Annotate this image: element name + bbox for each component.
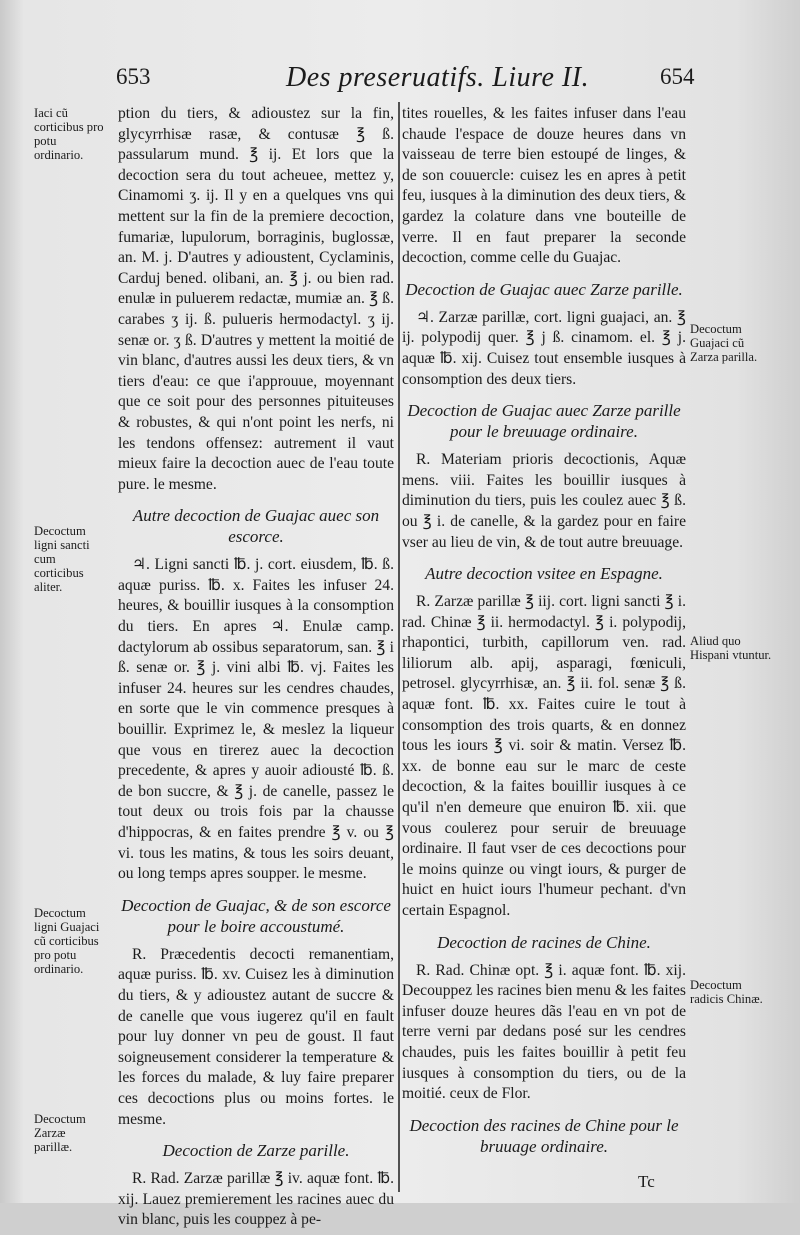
margin-note: Decoctum ligni sancti cum corticibus aliter. <box>34 524 90 594</box>
paragraph: R. Rad. Chinæ opt. ℥ i. aquæ font. ℔. xij. Decouppez les racines bien menu & les faites infuser douze heures dãs l'eau en vn pot de terre verni par dedans posé sur les cendres chaudes, puis les faites bouillir à petit feu iusques à consomption du tiers, ou de la moitié. ceux de Flor. <box>402 961 686 1103</box>
left-page-number: 653 <box>116 64 151 89</box>
running-title: Des preseruatifs. Liure II. <box>286 62 590 93</box>
paragraph: R. Præcedentis decocti remanentiam, aquæ puriss. ℔. xv. Cuisez les à diminution du tiers, & y adioustez autant de succre & de canelle que vous iugerez qu'il en fault pour luy donner vn peu de goust. Il faut soigneusement considerer la temperature & les forces du malade, & luy faire preparer ces decoctions plus ou moins fortes. le mesme. <box>118 945 394 1128</box>
paragraph: tites rouelles, & les faites infuser dans l'eau chaude l'espace de douze heures dans vn vaisseau de terre bien estoupé de linges, & de son couuercle: cuisez les en apres à petit feu, iusques à la diminution des deux tiers, & gardez la colature dans vne bouteille de verre. Il en faut preparer la seconde decoction, comme celle du Guajac. <box>402 105 686 267</box>
margin-note: Decoctum radicis Chinæ. <box>690 978 763 1006</box>
paragraph: ♃. Ligni sancti ℔. j. cort. eiusdem, ℔. ß. aquæ puriss. ℔. x. Faites les infuser 24. heures, & bouillir iusques à la consomption du tiers. En apres ♃. Enulæ camp. dactylorum ab ossibus separatorum, san. ℥ i ß. senæ or. ℥ j. vini albi ℔. vj. Faites les infuser 24. heures sur les cendres chaudes, en sorte que le vin commence presques à bouillir. Exprimez le, & meslez la liqueur que vous en tirerez auec la decoction precedente, & apres y auoir adiousté ℔. ß. de bon succre, & ℥ j. de canelle, passez le tout deux ou trois fois par la chausse d'hippocras, & en faites prendre ℥ v. ou ℥ vi. tous les matins, & tous les soirs deuant, ou long temps apres soupper. le mesme. <box>118 556 394 883</box>
paragraph: ption du tiers, & adioustez sur la fin, glycyrrhisæ rasæ, & contusæ ℥ ß. passularum mund. ℥ ij. Et lors que la decoction sera du tout acheuee, mettez y, Cinamomi ʒ. ij. Il y en a quelques vns qui mettent sur la fin de la premiere decoction, fumariæ, lupulorum, borraginis, buglossæ, an. M. j. D'autres y adioustent, Cyclaminis, Carduj bened. olibani, an. ℥ j. ou bien rad. enulæ in puluerem redactæ, mumiæ an. ℥ ß. carabes ʒ ij. ß. pulueris hermodactyl. ʒ ij. senæ or. ʒ ß. D'autres y mettent la moitié de vin blanc, d'autres aussi les deux tiers, & vn tiers d'eau: ce que i'approuue, moyennant que ce soit pour des personnes pituiteuses & robustes, & qui n'ont point les nerfs, ni les tendons offensez: autrement il vaut mieux faire la decoction auec de l'eau toute pure. le mesme. <box>118 105 394 493</box>
margin-note: Decoctum Zarzæ parillæ. <box>34 1112 86 1154</box>
paragraph: R. Materiam prioris decoctionis, Aquæ mens. viii. Faites les bouillir iusques à diminution du tiers, puis les coulez auec ℥ ß. ou ℥ i. de canelle, & la gardez pour en faire vser au lieu de vin, & de tout autre breuuage. <box>402 451 686 551</box>
right-column <box>402 104 686 1165</box>
section-heading: Decoction de Guajac auec Zarze parille. <box>405 279 683 299</box>
page-header <box>0 60 800 100</box>
margin-note: Decoctum Guajaci cũ Zarza parilla. <box>690 322 758 364</box>
section-heading: Decoction de Zarze parille. <box>162 1141 350 1161</box>
margin-note: Decoctum ligni Guajaci cũ corticibus pro potu ordinario. <box>34 906 100 976</box>
section-heading: Decoction de Guajac auec Zarze parille pour le breuuage ordinaire. <box>407 401 681 442</box>
section-heading: Decoction de Guajac, & de son escorce pour le boire accoustumé. <box>121 895 391 936</box>
paragraph: R. Rad. Zarzæ parillæ ℥ iv. aquæ font. ℔. xij. Lauez premierement les racines auec du vin blanc, puis les couppez à pe- <box>118 1170 394 1229</box>
paragraph: R. Zarzæ parillæ ℥ iij. cort. ligni sancti ℥ i. rad. Chinæ ℥ ii. hermodactyl. ℥ i. polypodij, rhapontici, turbith, capillorum ven. rad. liliorum alb. apij, asparagi, fœniculi, petrosel. glycyrrhisæ, an. ℥ ii. fol. senæ ℥ ß. aquæ font. ℔. xx. Faites cuire le tout à consomption des trois quarts, & en donnez tous les iours ℥ vi. soir & matin. Versez ℔. xx. de bonne eau sur le marc de ceste decoction, & la faites bouillir iusques à ce qu'il n'en demeure que enuiron ℔. xii. que vous coulerez pour seruir de breuuage ordinaire. Il faut vser de ces decoctions pour le moins quinze ou vingt iours, & purger de huict en huict iours l'humeur pechant. d'vn certain Espagnol. <box>402 593 686 919</box>
column-divider <box>398 102 400 1192</box>
paragraph: ♃. Zarzæ parillæ, cort. ligni guajaci, an. ℥ ij. polypodij quer. ℥ j ß. cinamom. el. ℥ j. aquæ ℔. xij. Cuisez tout ensemble iusques à consomption des deux tiers. <box>402 308 686 388</box>
left-column <box>118 104 394 1235</box>
margin-note: Iaci cũ corticibus pro potu ordinario. <box>34 106 104 162</box>
section-heading: Decoction de racines de Chine. <box>437 932 651 952</box>
section-heading: Autre decoction vsitee en Espagne. <box>425 564 663 584</box>
section-heading: Autre decoction de Guajac auec son escorce. <box>132 506 380 547</box>
right-page-number: 654 <box>660 64 695 89</box>
margin-note: Aliud quo Hispani vtuntur. <box>690 634 772 662</box>
section-heading: Decoction des racines de Chine pour le bruuage ordinaire. <box>409 1115 679 1156</box>
catchword: Tc <box>638 1172 655 1191</box>
